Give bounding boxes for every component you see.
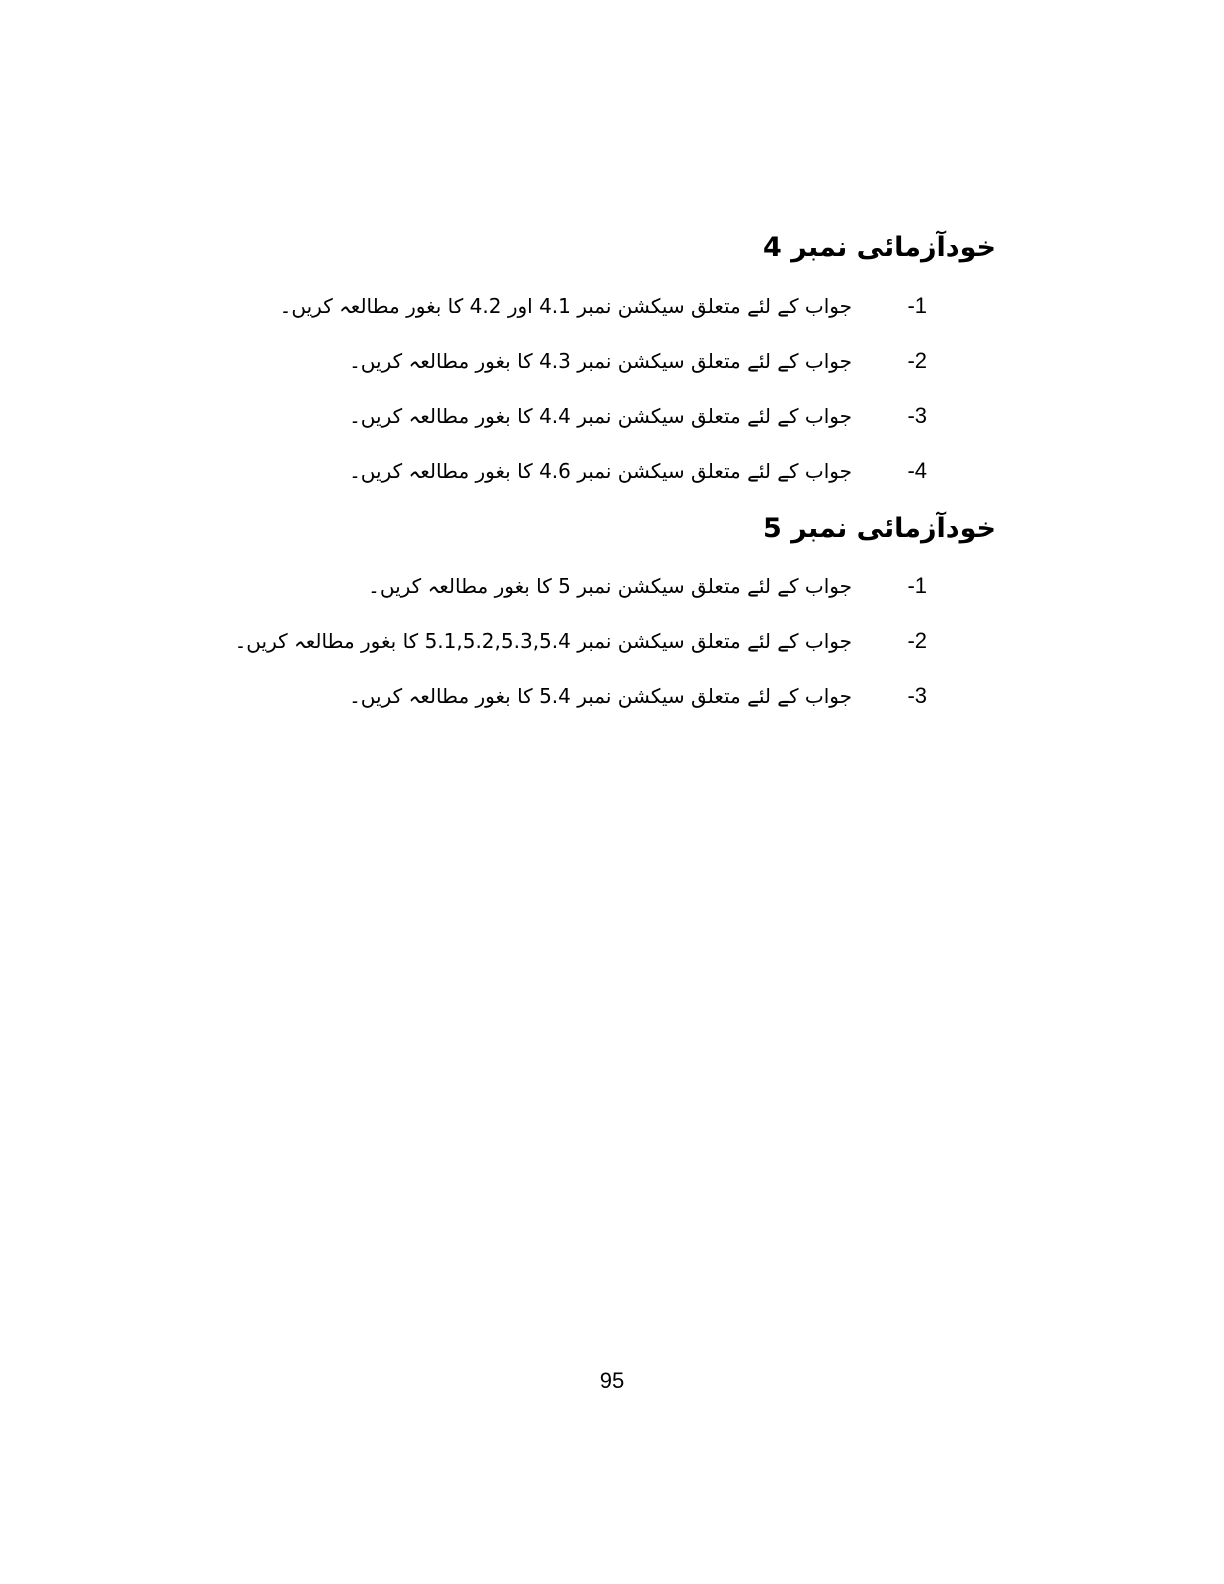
list-item bbox=[0, 398, 1224, 434]
item-text: جواب کے لئے متعلق سیکشن نمبر 5.1,5.2,5.3,5.4 کا بغور مطالعہ کریں۔ bbox=[234, 629, 852, 653]
list-item bbox=[0, 678, 1224, 714]
item-text: جواب کے لئے متعلق سیکشن نمبر 4.3 کا بغور مطالعہ کریں۔ bbox=[349, 349, 852, 373]
section-heading-4: خودآزمائی نمبر 4 bbox=[762, 232, 996, 263]
list-item bbox=[0, 453, 1224, 489]
item-text: جواب کے لئے متعلق سیکشن نمبر 4.6 کا بغور مطالعہ کریں۔ bbox=[349, 459, 852, 483]
item-number: -2 bbox=[907, 628, 927, 653]
page-number: 95 bbox=[599, 1368, 625, 1393]
item-text: جواب کے لئے متعلق سیکشن نمبر 4.4 کا بغور مطالعہ کریں۔ bbox=[349, 404, 852, 428]
list-item bbox=[0, 288, 1224, 324]
item-number: -3 bbox=[907, 683, 927, 708]
item-text: جواب کے لئے متعلق سیکشن نمبر 4.1 اور 4.2 کا بغور مطالعہ کریں۔ bbox=[279, 294, 852, 318]
item-number: -3 bbox=[907, 403, 927, 428]
section-heading-5: خودآزمائی نمبر 5 bbox=[762, 513, 996, 544]
item-number: -1 bbox=[907, 293, 927, 318]
list-item bbox=[0, 568, 1224, 604]
list-item bbox=[0, 623, 1224, 659]
item-number: -4 bbox=[907, 458, 927, 483]
list-item bbox=[0, 343, 1224, 379]
item-number: -1 bbox=[907, 573, 927, 598]
item-number: -2 bbox=[907, 348, 927, 373]
item-text: جواب کے لئے متعلق سیکشن نمبر 5 کا بغور مطالعہ کریں۔ bbox=[368, 574, 852, 598]
item-text: جواب کے لئے متعلق سیکشن نمبر 5.4 کا بغور مطالعہ کریں۔ bbox=[349, 684, 852, 708]
